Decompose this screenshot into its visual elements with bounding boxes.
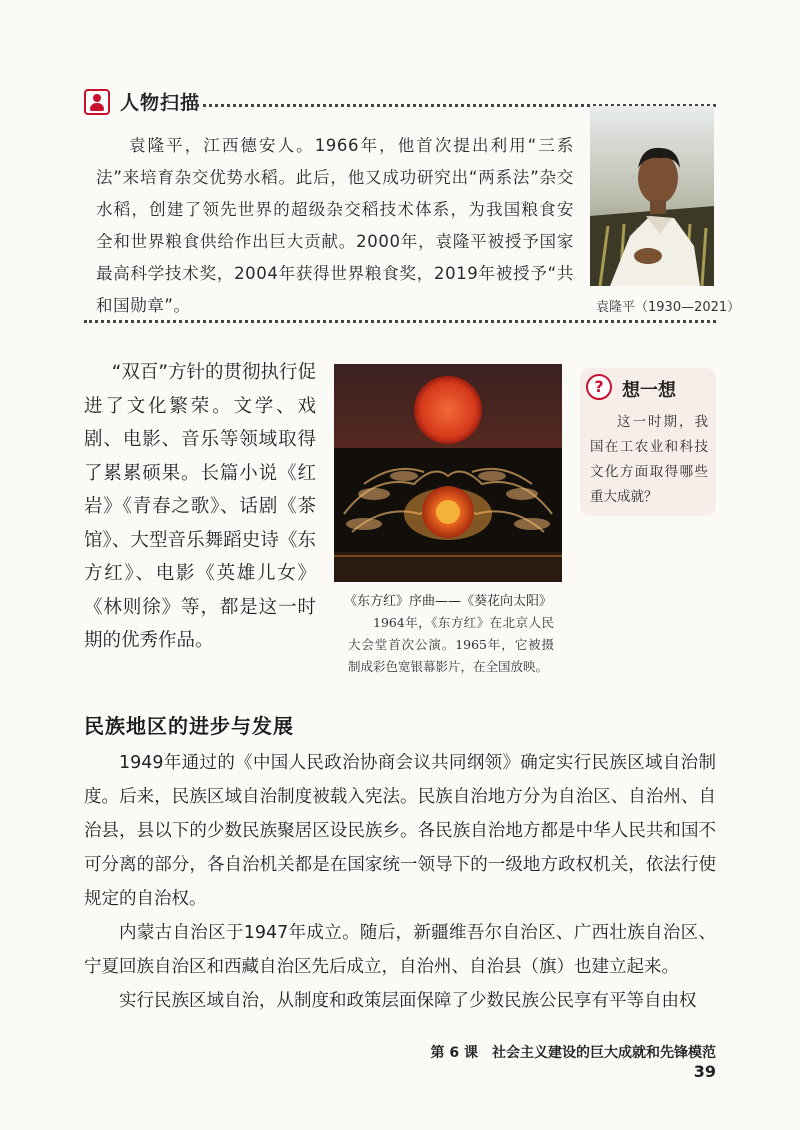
person-icon	[84, 89, 110, 115]
think-question: 这一时期，我国在工农业和科技文化方面取得哪些重大成就？	[590, 414, 708, 505]
body-paragraph-3: 实行民族区域自治，从制度和政策层面保障了少数民族公民享有平等自由权	[119, 991, 697, 1011]
body-paragraph-1: 1949年通过的《中国人民政治协商会议共同纲领》确定实行民族区域自治制度。后来，民族区域自治制度被载入宪法。民族自治地方分为自治区、自治州、自治县，县以下的少数民族聚居区设民族乡。各民族自治地方都是中华人民共和国不可分离的部分，各自治机关都是在国家统一领导下的一级地方政权机关，依法行使规定的自治权。	[84, 753, 716, 909]
dotted-divider-bottom	[84, 320, 716, 323]
question-icon: ?	[586, 374, 612, 400]
body-paragraph-2: 内蒙古自治区于1947年成立。随后，新疆维吾尔自治区、广西壮族自治区、宁夏回族自治区和西藏自治区先后成立，自治州、自治县（旗）也建立起来。	[84, 923, 716, 977]
section-heading: 民族地区的进步与发展	[84, 714, 294, 738]
lesson-title: 第 6 课 社会主义建设的巨大成就和先锋模范	[430, 1045, 716, 1061]
photo-description: 1964年，《东方红》在北京人民大会堂首次公演。1965年，它被摄制成彩色宽银幕影片，在全国放映。	[348, 615, 554, 674]
think-title: 想一想	[622, 380, 676, 401]
photo-title: 《东方红》序曲——《葵花向太阳》	[343, 594, 552, 609]
page-footer	[400, 1042, 716, 1081]
person-scan-text: 袁隆平，江西德安人。1966年，他首次提出利用“三系法”来培育杂交优势水稻。此后，他又成功研究出“两系法”杂交水稻，创建了领先世界的超级杂交稻技术体系，为我国粮食安全和世界粮食供给作出巨大贡献。2000年，袁隆平被授予国家最高科学技术奖，2004年获得世界粮食奖，2019年被授予“共和国勋章”。	[96, 136, 574, 315]
dongfanghong-photo	[334, 364, 562, 582]
page-number: 39	[693, 1062, 716, 1081]
shuangbai-paragraph: “双百”方针的贯彻执行促进了文化繁荣。文学、戏剧、电影、音乐等领域取得了累累硕果。长篇小说《红岩》《青春之歌》、话剧《茶馆》、大型音乐舞蹈史诗《东方红》、电影《英雄儿女》《林则徐》等，都是这一时期的优秀作品。	[84, 362, 316, 651]
portrait-caption: 袁隆平（1930—2021）	[596, 300, 741, 315]
think-box	[580, 368, 716, 516]
person-scan-title: 人物扫描	[120, 92, 201, 114]
person-scan-header	[84, 88, 200, 115]
portrait-photo	[590, 106, 714, 286]
